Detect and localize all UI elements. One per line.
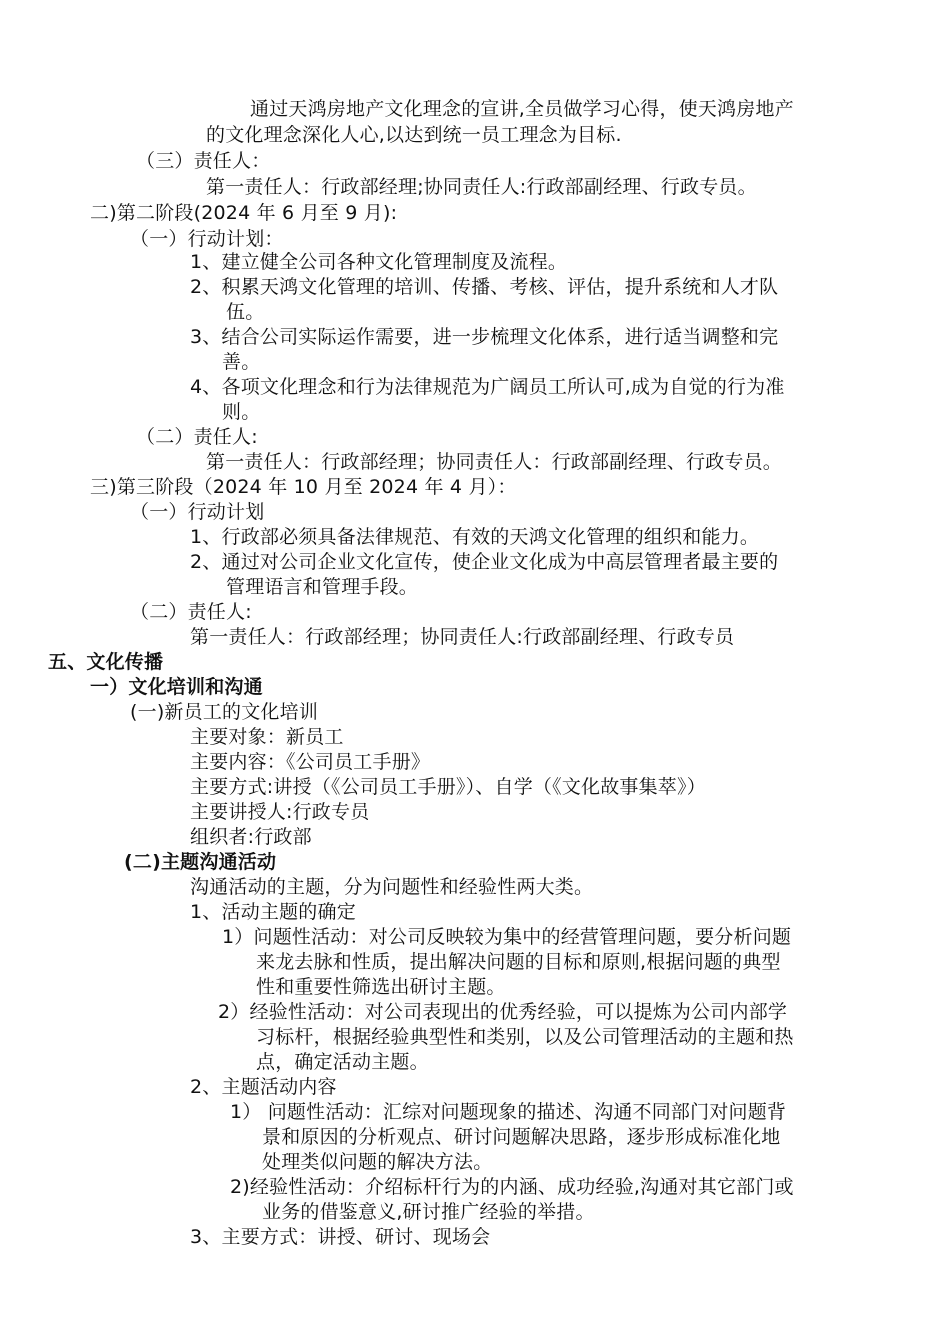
paragraph-line: 通过天鸿房地产文化理念的宣讲,全员做学习心得，使天鸿房地产 bbox=[250, 98, 794, 120]
section-heading: 三)第三阶段（2024 年 10 月至 2024 年 4 月）： bbox=[90, 476, 517, 498]
list-item: 2、主题活动内容 bbox=[190, 1076, 337, 1098]
list-item: 2)经验性活动：介绍标杆行为的内涵、成功经验,沟通对其它部门或 bbox=[230, 1176, 794, 1198]
paragraph-line: 主要讲授人:行政专员 bbox=[190, 801, 370, 823]
paragraph-line: 第一责任人：行政部经理；协同责任人:行政部副经理、行政专员 bbox=[190, 626, 735, 648]
list-item: 3、结合公司实际运作需要，进一步梳理文化体系，进行适当调整和完 bbox=[190, 326, 779, 348]
list-item-continuation: 景和原因的分析观点、研讨问题解决思路，逐步形成标准化地 bbox=[262, 1126, 781, 1148]
list-item-continuation: 则。 bbox=[222, 401, 261, 423]
paragraph-line: 主要对象：新员工 bbox=[190, 726, 344, 748]
paragraph-line: 沟通活动的主题，分为问题性和经验性两大类。 bbox=[190, 876, 594, 898]
subheading: （三）责任人： bbox=[136, 150, 271, 172]
list-item-continuation: 性和重要性筛选出研讨主题。 bbox=[256, 976, 506, 998]
list-item-continuation: 习标杆，根据经验典型性和类别，以及公司管理活动的主题和热 bbox=[256, 1026, 794, 1048]
subheading: （一）行动计划 bbox=[130, 501, 265, 523]
list-item: 1、活动主题的确定 bbox=[190, 901, 356, 923]
list-item: 3、主要方式：讲授、研讨、现场会 bbox=[190, 1226, 491, 1248]
paragraph-line: 的文化理念深化人心,以达到统一员工理念为目标. bbox=[206, 124, 622, 146]
list-item: 4、各项文化理念和行为法律规范为广阔员工所认可,成为自觉的行为准 bbox=[190, 376, 785, 398]
subheading: (二)主题沟通活动 bbox=[124, 851, 277, 873]
list-item: 2）经验性活动：对公司表现出的优秀经验，可以提炼为公司内部学 bbox=[218, 1001, 788, 1023]
list-item: 2、通过对公司企业文化宣传，使企业文化成为中高层管理者最主要的 bbox=[190, 551, 779, 573]
subheading: （一）行动计划： bbox=[130, 228, 284, 250]
paragraph-line: 第一责任人：行政部经理;协同责任人:行政部副经理、行政专员。 bbox=[206, 176, 757, 198]
paragraph-line: 第一责任人：行政部经理；协同责任人：行政部副经理、行政专员。 bbox=[206, 451, 783, 473]
list-item-continuation: 来龙去脉和性质，提出解决问题的目标和原则,根据问题的典型 bbox=[256, 951, 781, 973]
section-heading: 二)第二阶段(2024 年 6 月至 9 月): bbox=[90, 202, 398, 224]
subheading: （二）责任人: bbox=[136, 426, 258, 448]
paragraph-line: 主要方式:讲授（《公司员工手册》）、自学（《文化故事集萃》） bbox=[190, 776, 706, 798]
list-item-continuation: 善。 bbox=[222, 351, 261, 373]
paragraph-line: 组织者:行政部 bbox=[190, 826, 312, 848]
list-item-continuation: 处理类似问题的解决方法。 bbox=[262, 1151, 493, 1173]
list-item: 1） 问题性活动：汇综对问题现象的描述、沟通不同部门对问题背 bbox=[230, 1101, 787, 1123]
list-item-continuation: 伍。 bbox=[226, 301, 265, 323]
list-item: 1、行政部必须具备法律规范、有效的天鸿文化管理的组织和能力。 bbox=[190, 526, 760, 548]
chapter-heading: 五、文化传播 bbox=[48, 651, 164, 673]
paragraph-line: 主要内容：《公司员工手册》 bbox=[190, 751, 431, 773]
list-item: 2、积累天鸿文化管理的培训、传播、考核、评估，提升系统和人才队 bbox=[190, 276, 779, 298]
section-heading: 一）文化培训和沟通 bbox=[90, 676, 263, 698]
list-item: 1、建立健全公司各种文化管理制度及流程。 bbox=[190, 251, 568, 273]
subheading: (一)新员工的文化培训 bbox=[130, 701, 319, 723]
list-item-continuation: 点，确定活动主题。 bbox=[256, 1051, 429, 1073]
subheading: （二）责任人: bbox=[130, 601, 252, 623]
list-item: 1）问题性活动：对公司反映较为集中的经营管理问题，要分析问题 bbox=[222, 926, 792, 948]
list-item-continuation: 业务的借鉴意义,研讨推广经验的举措。 bbox=[262, 1201, 595, 1223]
list-item-continuation: 管理语言和管理手段。 bbox=[226, 576, 419, 598]
